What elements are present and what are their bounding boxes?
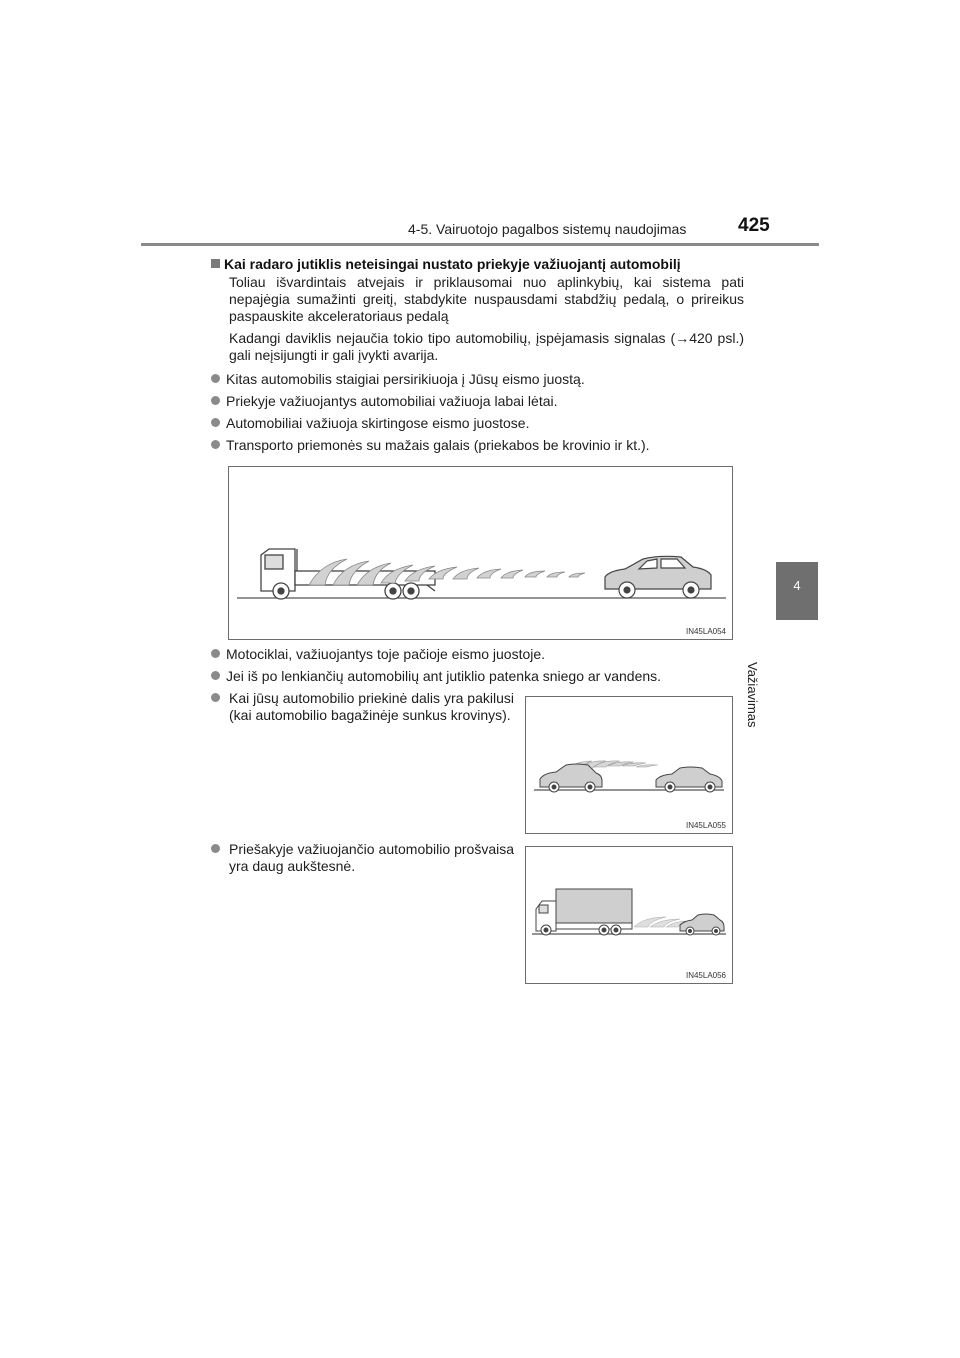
car-icon	[680, 914, 724, 935]
figure-code: IN45LA055	[685, 821, 726, 830]
truck-icon	[536, 889, 632, 935]
list-item	[211, 668, 661, 685]
list-item	[211, 690, 514, 724]
figure-code: IN45LA054	[685, 627, 726, 636]
list-item	[211, 841, 514, 875]
bullet-text: Motociklai, važiuojantys toje pačioje eismo juostoje.	[226, 646, 546, 662]
bullet-dot-icon	[211, 649, 220, 658]
car-icon	[656, 767, 722, 792]
bullet-text: Transporto priemonės su mažais galais (priekabos be krovinio ir kt.).	[226, 437, 650, 453]
bullet-dot-icon	[211, 418, 220, 427]
chapter-tab	[776, 562, 818, 620]
list-item	[211, 393, 558, 410]
warning-paragraph: Kadangi daviklis nejaučia tokio tipo automobilių, įspėjamasis signalas (→420 psl.) gali neįsijungti ir gali įvykti avarija.	[229, 330, 744, 363]
section-heading	[211, 256, 681, 272]
bullet-dot-icon	[211, 844, 220, 853]
heading-text: Kai radaro jutiklis neteisingai nustato priekyje važiuojantį automobilį	[224, 256, 681, 272]
figure-trailer	[228, 466, 733, 640]
list-item	[211, 646, 545, 663]
bullet-text: Priekyje važiuojantys automobiliai važiuoja labai lėtai.	[226, 393, 558, 409]
page-number: 425	[738, 215, 770, 236]
bullet-dot-icon	[211, 693, 220, 702]
figure-raised-front	[525, 696, 733, 834]
chapter-label: Važiavimas	[745, 662, 760, 728]
list-item	[211, 371, 585, 388]
header-rule	[141, 243, 819, 246]
bullet-text: Jei iš po lenkiančių automobilių ant jutiklio patenka sniego ar vandens.	[226, 668, 662, 684]
list-item	[211, 437, 650, 454]
bullet-dot-icon	[211, 396, 220, 405]
high-clearance-illustration	[526, 847, 732, 983]
intro-paragraph: Toliau išvardintais atvejais ir priklausomai nuo aplinkybių, kai sistema pati nepajėgia sumažinti greitį, stabdykite nuspausdami stabdžių pedalą, o prireikus paspauskite akceleratoriaus pedalą	[229, 274, 744, 324]
car-icon	[605, 556, 711, 598]
bullet-text: Kitas automobilis staigiai persirikiuoja į Jūsų eismo juostą.	[226, 371, 585, 387]
chapter-number: 4	[793, 578, 801, 593]
bullet-text: Kai jūsų automobilio priekinė dalis yra pakilusi (kai automobilio bagažinėje sunkus krovinys).	[229, 690, 514, 723]
trailer-illustration	[229, 467, 732, 639]
bullet-dot-icon	[211, 374, 220, 383]
bullet-text: Automobiliai važiuoja skirtingose eismo juostose.	[226, 415, 530, 431]
figure-high-clearance	[525, 846, 733, 984]
square-bullet-icon	[211, 259, 220, 268]
list-item	[211, 415, 529, 432]
bullet-text: Priešakyje važiuojančio automobilio prošvaisa yra daug aukštesnė.	[229, 841, 514, 874]
bullet-dot-icon	[211, 671, 220, 680]
bullet-dot-icon	[211, 440, 220, 449]
raised-front-illustration	[526, 697, 732, 833]
section-title: 4-5. Vairuotojo pagalbos sistemų naudojimas	[408, 221, 687, 237]
figure-code: IN45LA056	[685, 971, 726, 980]
